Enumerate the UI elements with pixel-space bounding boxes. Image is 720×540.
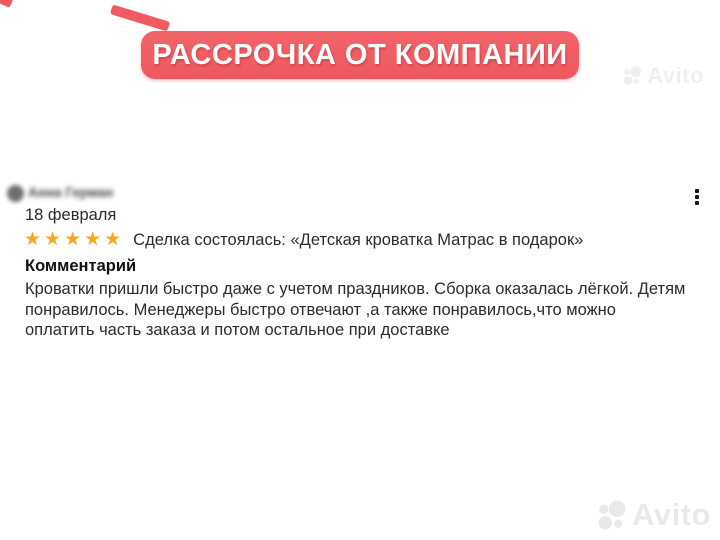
- author-name: Анна Герман: [28, 185, 114, 200]
- avatar: [7, 185, 24, 202]
- avito-logo-icon: [596, 500, 627, 531]
- review-date: 18 февраля: [25, 206, 117, 224]
- avito-watermark-top-label: Avito: [647, 63, 704, 88]
- kebab-dot: [695, 201, 699, 205]
- avito-watermark-bottom: [596, 497, 711, 533]
- comment-text: Кроватки пришли быстро даже с учетом праздников. Сборка оказалась лёгкой. Детям понравилось. Менеджеры быстро отвечают ,а также понравилось,что можно оплатить часть заказа и потом остальное при доставке: [25, 280, 686, 339]
- kebab-dot: [695, 189, 699, 193]
- rating-row: [24, 229, 583, 251]
- kebab-dot: [695, 195, 699, 199]
- star-rating-icons: ★★★★★: [24, 229, 125, 250]
- deal-status-text: Сделка состоялась: «Детская кроватка Матрас в подарок»: [133, 230, 584, 249]
- comment-label: Комментарий: [25, 257, 137, 275]
- installment-banner-label: РАССРОЧКА ОТ КОМПАНИИ: [152, 38, 568, 71]
- avito-watermark-bottom-label: Avito: [632, 497, 711, 532]
- kebab-menu-icon[interactable]: [694, 189, 700, 205]
- installment-banner: [141, 31, 579, 79]
